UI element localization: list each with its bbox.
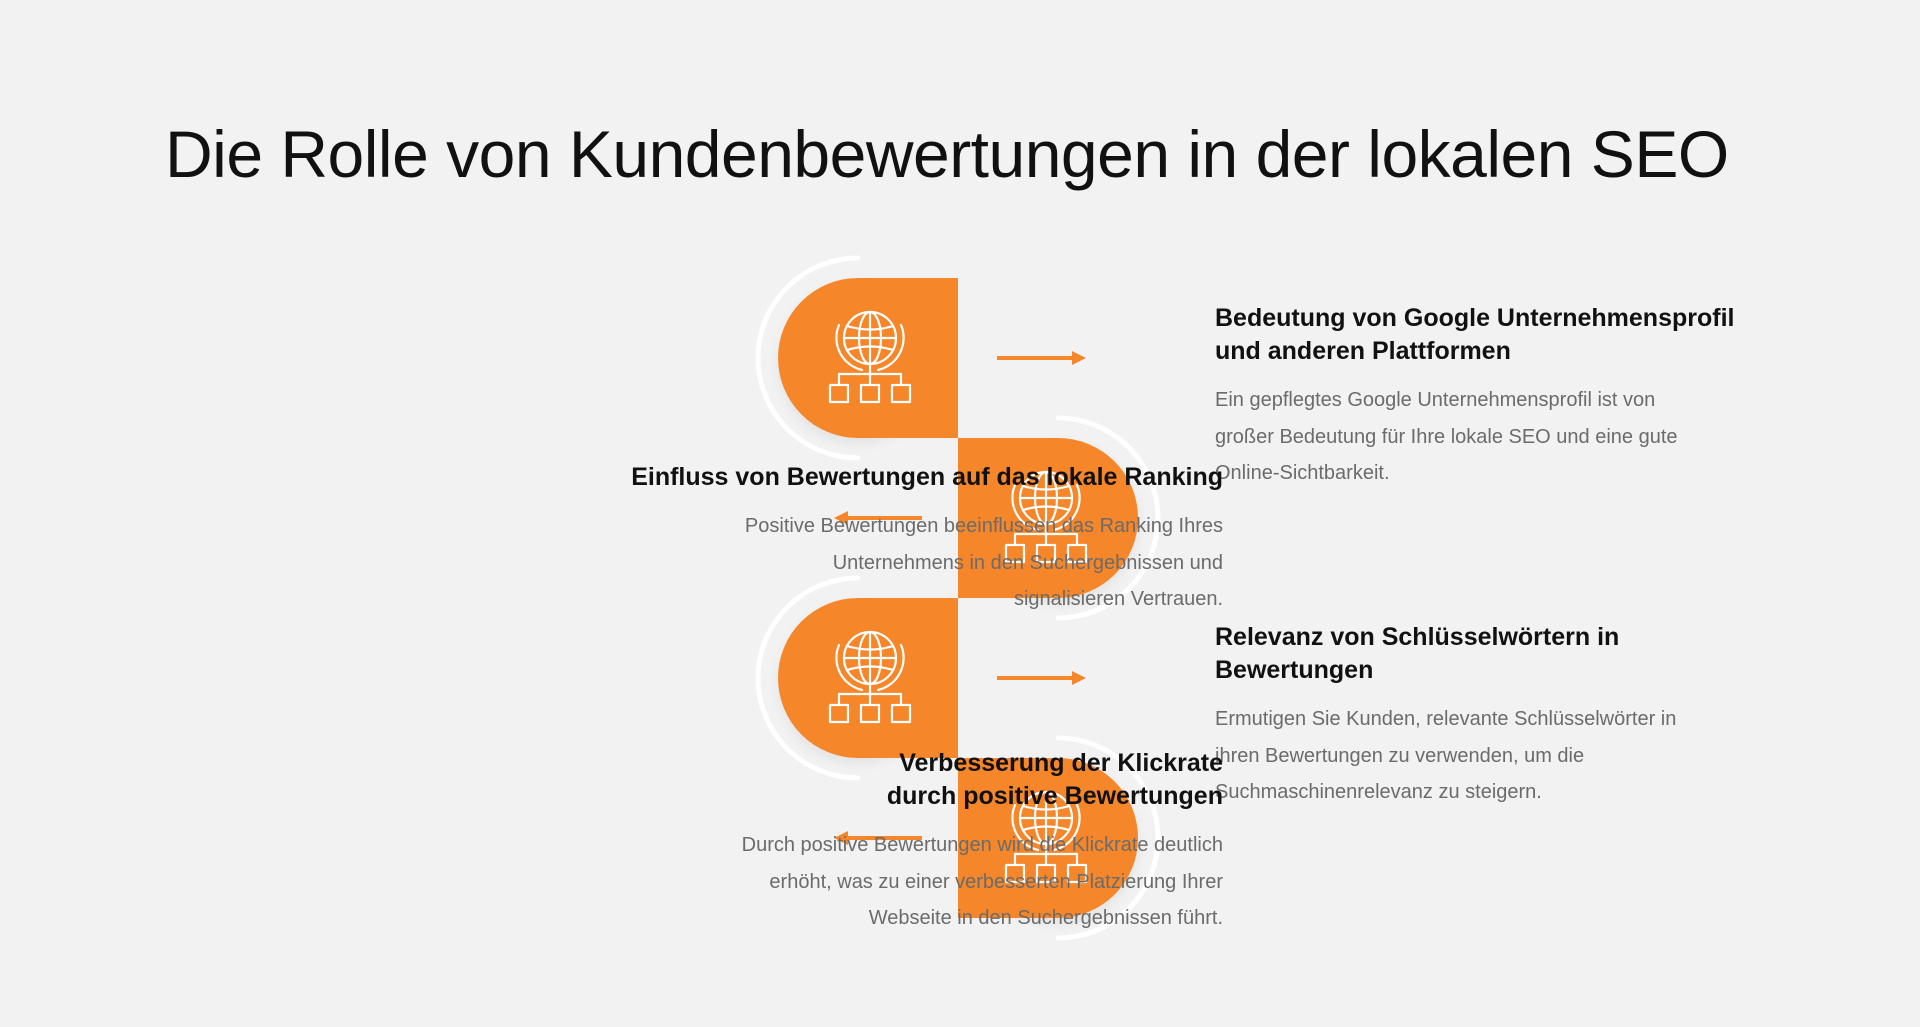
right-arrow-icon [997,671,1086,685]
step-title-line: Bedeutung von Google Unternehmensprofil [1215,304,1735,332]
step-description-line: signalisieren Vertrauen. [1013,588,1223,610]
page-title: Die Rolle von Kundenbewertungen in der lokalen SEO [165,117,1729,191]
step-description [603,827,1223,937]
step-description-line: ihren Bewertungen zu verwenden, um die [1215,744,1585,767]
step-description-line: Unternehmens in den Suchergebnissen und [832,551,1223,574]
step-description-line: Ein gepflegtes Google Unternehmensprofil ist von [1215,389,1656,411]
step-title [1215,621,1775,687]
step-capsule [778,278,958,438]
step-title-line: Relevanz von Schlüsselwörtern in Bewertungen [1215,623,1620,684]
step-title-line: Verbesserung der Klickrate [899,749,1223,777]
step-description [603,508,1223,618]
step-description [1215,701,1775,811]
step-title [603,747,1223,813]
step-text-block [1215,302,1775,492]
step-description-line: Webseite in den Suchergebnissen führt. [868,907,1223,929]
step-capsule [778,598,958,758]
step-text-block [603,747,1223,937]
right-arrow-icon [997,351,1086,365]
step-title-line: und anderen Plattformen [1215,337,1511,365]
step-description-line: Ermutigen Sie Kunden, relevante Schlüsselwörter in [1215,708,1677,730]
step-title-line: Einfluss von Bewertungen auf das lokale Ranking [631,463,1223,491]
step-description [1215,382,1775,492]
step-description-line: großer Bedeutung für Ihre lokale SEO und eine gute [1215,425,1678,448]
step-description-line: Positive Bewertungen beeinflussen das Ranking Ihres [744,515,1223,537]
step-description-line: erhöht, was zu einer verbesserten Platzierung Ihrer [769,870,1223,893]
step-description-line: Online-Sichtbarkeit. [1215,462,1390,484]
step-description-line: Suchmaschinenrelevanz zu steigern. [1215,781,1542,803]
step-text-block [1215,621,1775,811]
step-description-line: Durch positive Bewertungen wird die Klickrate deutlich [741,834,1223,856]
step-title-line: durch positive Bewertungen [886,782,1223,810]
step-title [603,461,1223,494]
step-text-block [603,461,1223,618]
step-title [1215,302,1775,368]
